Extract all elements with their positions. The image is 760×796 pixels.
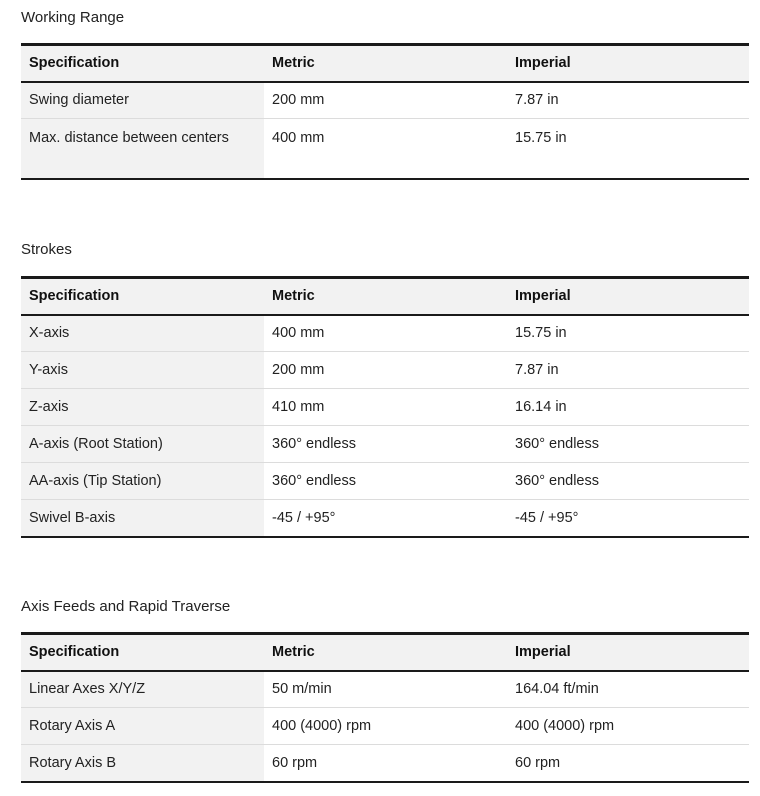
- table-row: [21, 352, 749, 389]
- table-row: [21, 389, 749, 426]
- cell-imperial: 15.75 in: [515, 130, 567, 146]
- cell-imperial: 7.87 in: [507, 82, 749, 119]
- cell-specification: Rotary Axis B: [21, 745, 264, 782]
- cell-imperial: -45 / +95°: [515, 509, 579, 526]
- cell-imperial: 360° endless: [507, 426, 749, 463]
- cell-imperial: 15.75 in: [507, 315, 749, 352]
- table-row: [21, 745, 749, 782]
- cell-specification: Swivel B-axis: [21, 500, 264, 537]
- cell-specification: A-axis (Root Station): [21, 426, 264, 463]
- section-axis-feeds: [21, 598, 749, 783]
- cell-metric: 200 mm: [264, 352, 507, 389]
- header-specification: Specification: [21, 634, 264, 671]
- cell-imperial: 360° endless: [507, 463, 749, 500]
- header-imperial: Imperial: [507, 45, 749, 82]
- cell-imperial: 7.87 in: [507, 352, 749, 389]
- cell-metric: 400 (4000) rpm: [264, 708, 507, 745]
- table-row: [21, 671, 749, 708]
- header-specification: Specification: [21, 45, 264, 82]
- cell-specification: AA-axis (Tip Station): [21, 463, 264, 500]
- table-row: [21, 82, 749, 119]
- cell-metric: 200 mm: [264, 82, 507, 119]
- header-metric: Metric: [264, 45, 507, 82]
- header-metric: Metric: [264, 634, 507, 671]
- table-header-row: [21, 278, 749, 315]
- cell-imperial: 164.04 ft/min: [507, 671, 749, 708]
- cell-specification: Z-axis: [21, 389, 264, 426]
- cell-imperial: 16.14 in: [507, 389, 749, 426]
- section-working-range: [21, 9, 749, 180]
- table-row: [21, 119, 749, 179]
- table-row: [21, 463, 749, 500]
- cell-specification: X-axis: [21, 315, 264, 352]
- header-specification: Specification: [21, 278, 264, 315]
- section-title: Working Range: [21, 9, 125, 26]
- cell-metric: 360° endless: [264, 463, 507, 500]
- section-strokes: [21, 241, 749, 538]
- cell-metric: 400 mm: [264, 315, 507, 352]
- cell-metric: -45 / +95°: [272, 509, 336, 526]
- cell-specification: Y-axis: [21, 352, 264, 389]
- table-header-row: [21, 634, 749, 671]
- spec-table: [21, 276, 749, 538]
- table-row: [21, 315, 749, 352]
- section-title: Strokes: [21, 241, 72, 258]
- cell-specification: Rotary Axis A: [21, 708, 264, 745]
- header-imperial: Imperial: [507, 278, 749, 315]
- table-row: [21, 708, 749, 745]
- spec-table: [21, 43, 749, 180]
- spec-table: [21, 632, 749, 783]
- cell-specification: Swing diameter: [21, 82, 264, 119]
- cell-metric: 400 mm: [272, 130, 325, 146]
- cell-imperial: 60 rpm: [515, 754, 561, 771]
- table-header-row: [21, 45, 749, 82]
- cell-metric: 60 rpm: [272, 754, 318, 771]
- cell-metric: 410 mm: [264, 389, 507, 426]
- cell-specification: Linear Axes X/Y/Z: [21, 671, 264, 708]
- cell-specification: Max. distance between centers: [21, 119, 264, 179]
- header-imperial: Imperial: [507, 634, 749, 671]
- table-row: [21, 426, 749, 463]
- cell-metric: 360° endless: [264, 426, 507, 463]
- table-row: [21, 500, 749, 537]
- section-title: Axis Feeds and Rapid Traverse: [21, 598, 231, 615]
- header-metric: Metric: [264, 278, 507, 315]
- cell-metric: 50 m/min: [264, 671, 507, 708]
- cell-imperial: 400 (4000) rpm: [507, 708, 749, 745]
